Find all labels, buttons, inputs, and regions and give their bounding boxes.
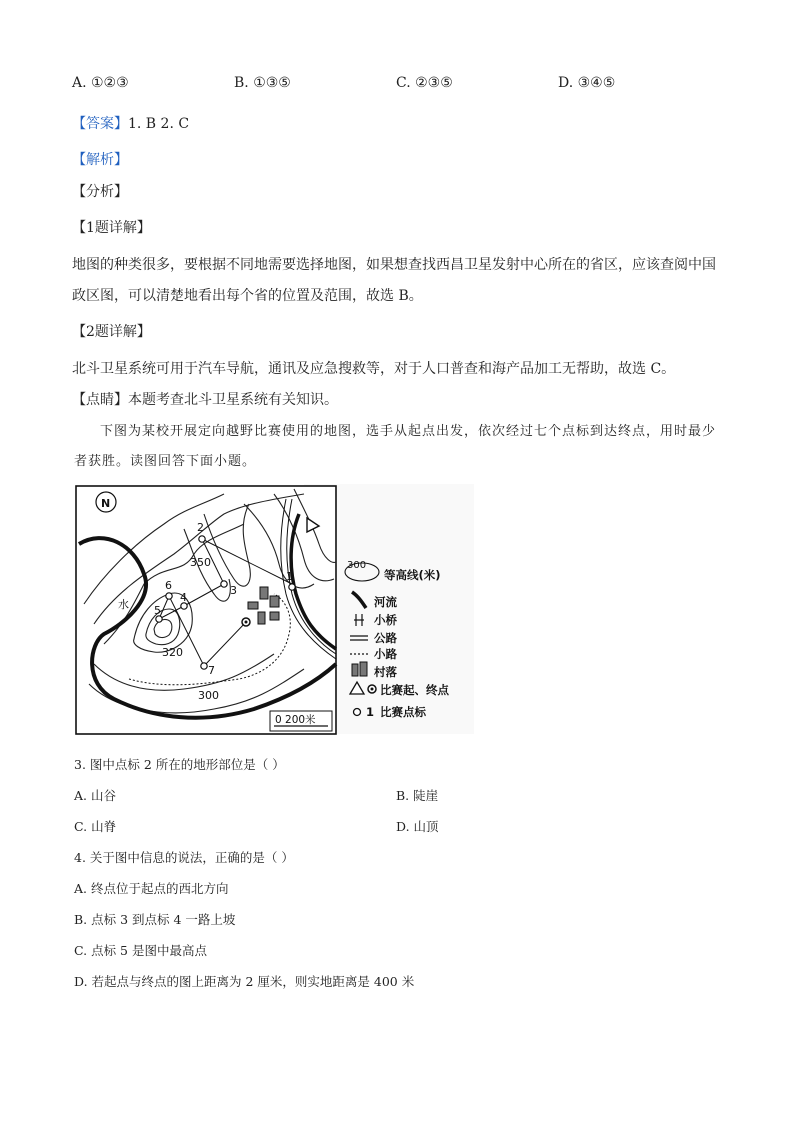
checkpoint-label-7: 7	[208, 664, 215, 677]
intro-line2: 者获胜。读图回答下面小题。	[74, 454, 257, 469]
checkpoint-label-4: 4	[180, 591, 187, 604]
checkpoint-label-1: 1	[286, 570, 293, 583]
analysis-tag: 【解析】	[72, 152, 128, 168]
option-a-prev: A. ①②③	[72, 75, 129, 91]
fenxi-tag: 【分析】	[72, 184, 128, 200]
option-c-prev: C. ②③⑤	[396, 75, 453, 91]
q2-detail-tag: 【2题详解】	[72, 324, 151, 340]
q4-option-d: D. 若起点与终点的图上距离为 2 厘米，则实地距离是 400 米	[74, 974, 415, 989]
legend-contour-label: 等高线(米)	[384, 568, 441, 582]
contour-label-300: 300	[198, 689, 219, 702]
q3-option-a: A. 山谷	[74, 788, 116, 803]
river-label: 水	[118, 598, 129, 611]
q1-detail-line2: 政区图，可以清楚地看出每个省的位置及范围，故选 B。	[72, 288, 423, 304]
q1-detail-line1: 地图的种类很多，要根据不同地需要选择地图，如果想查找西昌卫星发射中心所在的省区，应该查阅中国	[72, 257, 716, 273]
q3-option-c: C. 山脊	[74, 819, 117, 834]
north-label: N	[101, 497, 111, 510]
q1-detail-tag: 【1题详解】	[72, 220, 151, 236]
legend-contour-value: 300	[347, 560, 367, 571]
legend-village-label: 村落	[374, 665, 397, 679]
intro-line1: 下图为某校开展定向越野比赛使用的地图，选手从起点出发，依次经过七个点标到达终点，用时最少	[100, 424, 717, 439]
legend-path-label: 小路	[374, 647, 397, 661]
option-b-prev: B. ①③⑤	[234, 75, 291, 91]
answer-tag: 【答案】	[72, 116, 128, 132]
dianjing-tag: 【点睛】	[72, 392, 128, 408]
q4-option-a: A. 终点位于起点的西北方向	[74, 881, 229, 896]
q4-option-b: B. 点标 3 到点标 4 一路上坡	[74, 912, 236, 927]
scale-text: 0 200米	[275, 714, 316, 726]
legend-river-label: 河流	[374, 595, 397, 609]
answer-line	[72, 114, 189, 134]
checkpoint-label-6: 6	[165, 579, 172, 592]
contour-label-320: 320	[162, 646, 183, 659]
q3-option-b: B. 陡崖	[396, 788, 439, 803]
dianjing-line	[72, 390, 338, 410]
legend-end-icon-dot	[371, 688, 374, 691]
checkpoint-label-3: 3	[230, 584, 237, 597]
dianjing-text: 本题考查北斗卫星系统有关知识。	[128, 392, 338, 408]
checkpoint-label-5: 5	[154, 604, 161, 617]
legend-checkpoint-num: 1	[366, 705, 375, 719]
option-d-prev: D. ③④⑤	[558, 75, 616, 91]
contour-label-350: 350	[190, 556, 211, 569]
orienteering-map	[74, 484, 474, 740]
q3-option-d: D. 山顶	[396, 819, 439, 834]
q4-stem: 4. 关于图中信息的说法，正确的是（ ）	[74, 850, 294, 865]
finish-marker-dot	[245, 621, 248, 624]
q4-option-c: C. 点标 5 是图中最高点	[74, 943, 207, 958]
checkpoint-label-2: 2	[197, 521, 204, 534]
answer-text: 1. B 2. C	[128, 116, 190, 132]
legend-checkpoint-icon	[354, 709, 361, 716]
legend-checkpoint-label: 比赛点标	[380, 705, 426, 719]
legend-road-label: 公路	[374, 631, 397, 645]
legend-bridge-label: 小桥	[374, 613, 397, 627]
q2-detail-line1: 北斗卫星系统可用于汽车导航，通讯及应急搜救等，对于人口普查和海产品加工无帮助，故选 C。	[72, 361, 676, 377]
legend-village-icon	[352, 662, 367, 676]
legend-start-end-label: 比赛起、终点	[380, 683, 449, 697]
q3-stem: 3. 图中点标 2 所在的地形部位是（ ）	[74, 757, 285, 772]
